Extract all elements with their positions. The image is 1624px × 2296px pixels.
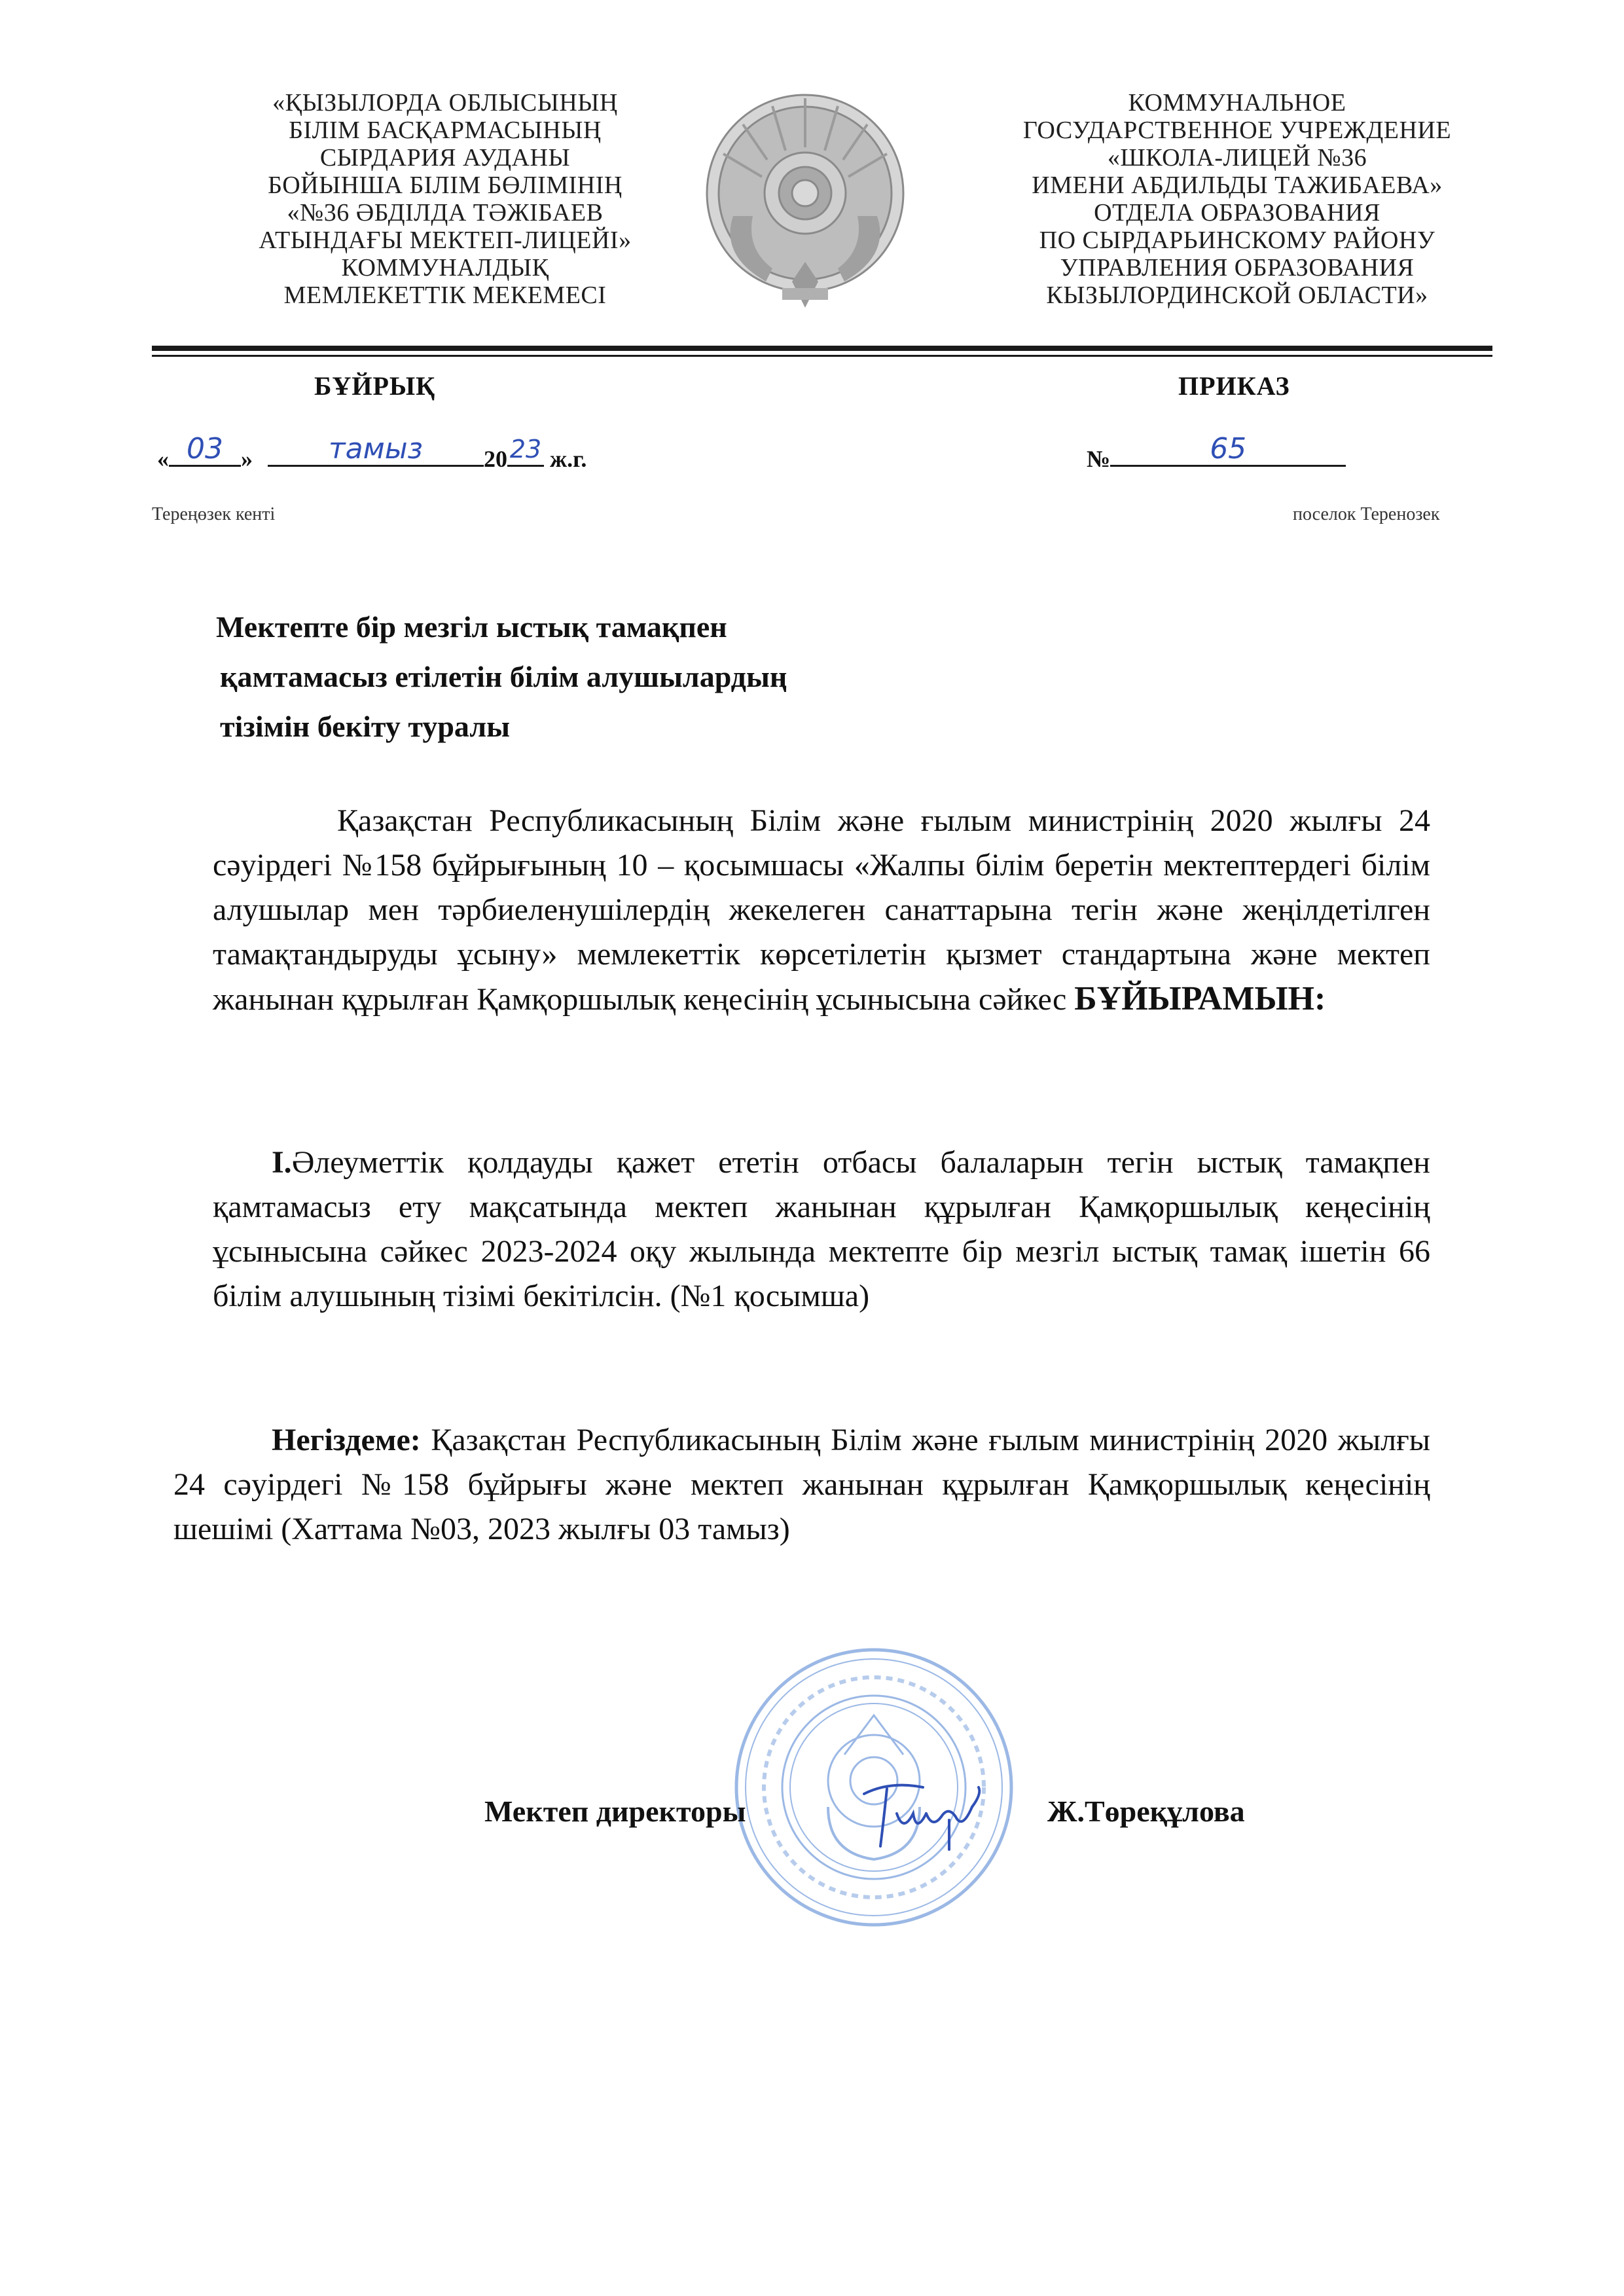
header-right-line: КОММУНАЛЬНОЕ <box>1128 89 1346 117</box>
basis-label: Негіздеме: <box>272 1423 421 1457</box>
header-left-line: АТЫНДАҒЫ МЕКТЕП-ЛИЦЕЙІ» <box>259 227 632 254</box>
order-title-line: тізімін бекіту туралы <box>220 710 511 743</box>
header-right-line: ИМЕНИ АБДИЛЬДЫ ТАЖИБАЕВА» <box>1032 172 1443 199</box>
number-value: 65 <box>1210 432 1247 465</box>
header-left-line: СЫРДАРИЯ АУДАНЫ <box>319 144 571 172</box>
orders-keyword: БҰЙЫРАМЫН: <box>1074 980 1326 1017</box>
header-left-line: «№36 ӘБДІЛДА ТӘЖІБАЕВ <box>287 199 604 227</box>
preamble-text: Қазақстан Республикасының Білім және ғылым министрінің 2020 жылғы 24 сәуірдегі №158 бұйрығының 10 – қосымшасы «Жалпы білім беретін мектептердегі білім алушылар мен тәрбиеленушілердің жекелеген санаттарына тегін және жеңілдетілген тамақтандыруды ұсыну» мемлекеттік көрсетілетін қызмет стандартына және мектеп жанынан құрылған Қамқоршылық кеңесінің ұсынысына сәйкес <box>213 803 1430 1017</box>
date-year-value: 23 <box>509 435 542 464</box>
basis-paragraph <box>173 1418 1430 1552</box>
header-left-line: БОЙЫНША БІЛІМ БӨЛІМІНІҢ <box>268 172 623 199</box>
date-year-field <box>507 435 544 467</box>
date-month-value: тамыз <box>329 432 423 465</box>
state-emblem-icon <box>694 85 916 314</box>
header-left-line: КОММУНАЛДЫҚ <box>341 254 549 282</box>
number-field <box>1110 432 1346 467</box>
doc-type-kazakh: БҰЙРЫҚ <box>314 371 436 401</box>
place-kazakh: Тереңөзек кенті <box>152 504 276 524</box>
date-year-unit: ж.г. <box>550 446 587 472</box>
number-sign: № <box>1087 446 1111 472</box>
header-right-line: ПО СЫРДАРЬИНСКОМУ РАЙОНУ <box>1039 227 1435 254</box>
header-russian-org-name <box>949 89 1525 309</box>
order-title-line: қамтамасыз етілетін білім алушылардың <box>220 660 787 693</box>
header-divider-thick <box>152 346 1492 351</box>
date-line <box>157 432 587 473</box>
date-year-prefix: 20 <box>484 446 507 472</box>
order-title <box>216 602 787 752</box>
header-left-line: «ҚЫЗЫЛОРДА ОБЛЫСЫНЫҢ <box>272 89 618 117</box>
order-title-line: Мектепте бір мезгіл ыстық тамақпен <box>216 610 727 644</box>
date-month-field <box>268 432 484 467</box>
order-item-text: Әлеуметтік қолдауды қажет ететін отбасы балаларын тегін ыстық тамақпен қамтамасыз ету мақсатында мектеп жанынан құрылған Қамқоршылық кеңесінің ұсынысына сәйкес 2023-2024 оқу жылында мектепте бір мезгіл ыстық тамақ ішетін 66 білім алушының тізімі бекітілсін. (№1 қосымша) <box>213 1145 1430 1313</box>
handwritten-signature-icon <box>851 1768 995 1859</box>
date-day-value: 03 <box>187 432 223 465</box>
place-russian: поселок Теренозек <box>1293 504 1440 524</box>
date-close-quote: » <box>241 446 253 472</box>
date-open-quote: « <box>157 446 169 472</box>
preamble-paragraph <box>213 799 1430 1022</box>
header-right-line: УПРАВЛЕНИЯ ОБРАЗОВАНИЯ <box>1060 254 1415 282</box>
header-right-line: «ШКОЛА-ЛИЦЕЙ №36 <box>1107 144 1367 172</box>
order-item-number: I. <box>272 1145 292 1180</box>
header-right-line: ОТДЕЛА ОБРАЗОВАНИЯ <box>1094 199 1380 227</box>
signatory-position: Мектеп директоры <box>484 1795 746 1828</box>
date-day-field <box>169 432 241 467</box>
doc-type-russian: ПРИКАЗ <box>1178 371 1290 401</box>
order-item-paragraph <box>213 1140 1430 1319</box>
basis-text: Қазақстан Республикасының Білім және ғылым министрінің 2020 жылғы 24 сәуірдегі №158 бұйрығы және мектеп жанынан құрылған Қамқоршылық кеңесінің шешімі (Хаттама №03, 2023 жылғы 03 тамыз) <box>173 1423 1431 1546</box>
header-right-line: ГОСУДАРСТВЕННОЕ УЧРЕЖДЕНИЕ <box>1022 117 1452 144</box>
number-line <box>1087 432 1346 473</box>
header-kazakh-org-name <box>157 89 733 309</box>
header-left-line: БІЛІМ БАСҚАРМАСЫНЫҢ <box>289 117 602 144</box>
header-right-line: КЫЗЫЛОРДИНСКОЙ ОБЛАСТИ» <box>1046 282 1428 309</box>
signatory-name: Ж.Төреқұлова <box>1047 1795 1245 1828</box>
header-divider-thin <box>152 355 1492 357</box>
header-left-line: МЕМЛЕКЕТТІК МЕКЕМЕСІ <box>283 282 607 309</box>
